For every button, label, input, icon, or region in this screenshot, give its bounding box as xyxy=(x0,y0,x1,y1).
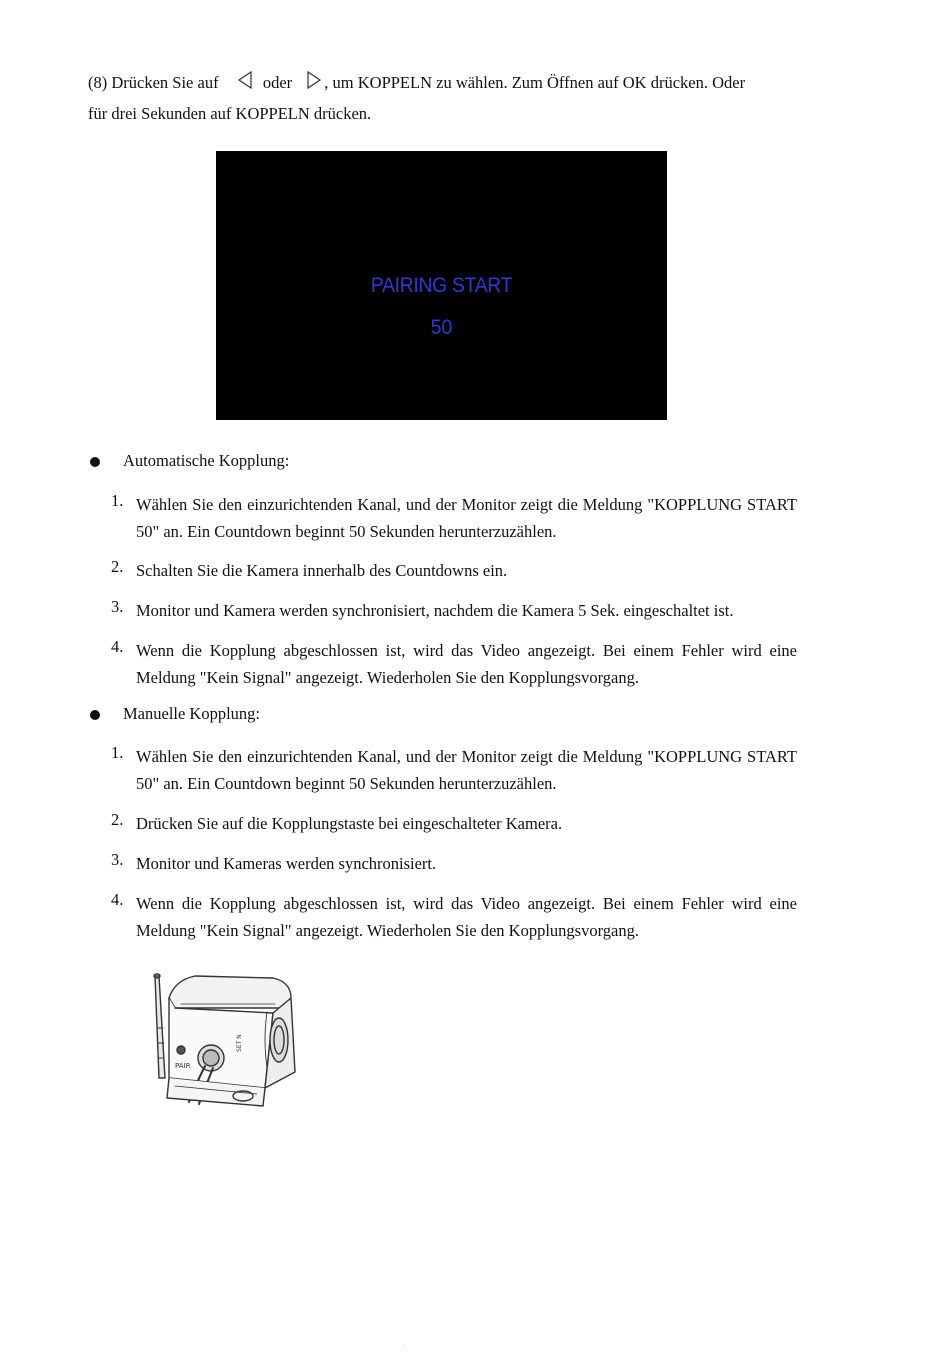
list-text: Drücken Sie auf die Kopplungstaste bei eingeschalteter Kamera. xyxy=(136,814,563,833)
list-text: Wählen Sie den einzurichtenden Kanal, und der Monitor zeigt die Meldung "KOPPLUNG START 50" an. Ein Countdown beginnt 50 Sekunden herunterzuzählen. xyxy=(136,495,797,541)
intro-line-2: für drei Sekunden auf KOPPELN drücken. xyxy=(88,104,372,123)
list-text: Monitor und Kameras werden synchronisiert. xyxy=(136,854,437,873)
bullet-icon xyxy=(90,710,100,720)
auto-pairing-heading: Automatische Kopplung: xyxy=(123,451,290,470)
list-item xyxy=(111,557,797,584)
list-item xyxy=(111,810,797,837)
list-text: Wählen Sie den einzurichtenden Kanal, und der Monitor zeigt die Meldung "KOPPLUNG START 50" an. Ein Countdown beginnt 50 Sekunden herunterzuzählen. xyxy=(136,747,797,793)
list-number: 4. xyxy=(111,890,124,909)
list-item xyxy=(111,597,797,624)
list-item xyxy=(111,743,797,797)
list-item xyxy=(111,850,797,877)
pair-label: PAIR xyxy=(175,1062,191,1070)
bullet-icon xyxy=(90,457,100,467)
camera-illustration xyxy=(145,968,315,1113)
page-mark: · xyxy=(402,1342,405,1351)
intro-text-1: (8) Drücken Sie auf xyxy=(88,73,219,92)
countdown-text: 50 xyxy=(430,316,453,339)
list-text: Schalten Sie die Kamera innerhalb des Countdowns ein. xyxy=(136,561,508,580)
triangle-left-icon xyxy=(237,70,253,95)
pairing-start-text: PAIRING START xyxy=(370,274,513,297)
list-text: Monitor und Kamera werden synchronisiert, nachdem die Kamera 5 Sek. eingeschaltet ist. xyxy=(136,601,734,620)
list-number: 3. xyxy=(111,850,124,869)
list-item xyxy=(111,637,797,691)
intro-text-2: oder xyxy=(262,73,293,92)
list-number: 1. xyxy=(111,743,124,762)
list-number: 2. xyxy=(111,557,124,576)
list-number: 2. xyxy=(111,810,124,829)
list-number: 4. xyxy=(111,637,124,656)
triangle-right-icon xyxy=(306,70,322,95)
set-label: SET N xyxy=(236,1034,243,1052)
manual-pairing-heading: Manuelle Kopplung: xyxy=(123,704,261,723)
list-text: Wenn die Kopplung abgeschlossen ist, wird das Video angezeigt. Bei einem Fehler wird eine Meldung "Kein Signal" angezeigt. Wiederholen Sie den Kopplungsvorgang. xyxy=(136,894,797,940)
list-number: 3. xyxy=(111,597,124,616)
monitor-screen-image xyxy=(216,151,667,420)
list-item xyxy=(111,491,797,545)
list-item xyxy=(111,890,797,944)
list-number: 1. xyxy=(111,491,124,510)
intro-text-3: , um KOPPELN zu wählen. Zum Öffnen auf OK drücken. Oder xyxy=(324,73,746,92)
list-text: Wenn die Kopplung abgeschlossen ist, wird das Video angezeigt. Bei einem Fehler wird eine Meldung "Kein Signal" angezeigt. Wiederholen Sie den Kopplungsvorgang. xyxy=(136,641,797,687)
intro-line-1 xyxy=(88,70,745,95)
